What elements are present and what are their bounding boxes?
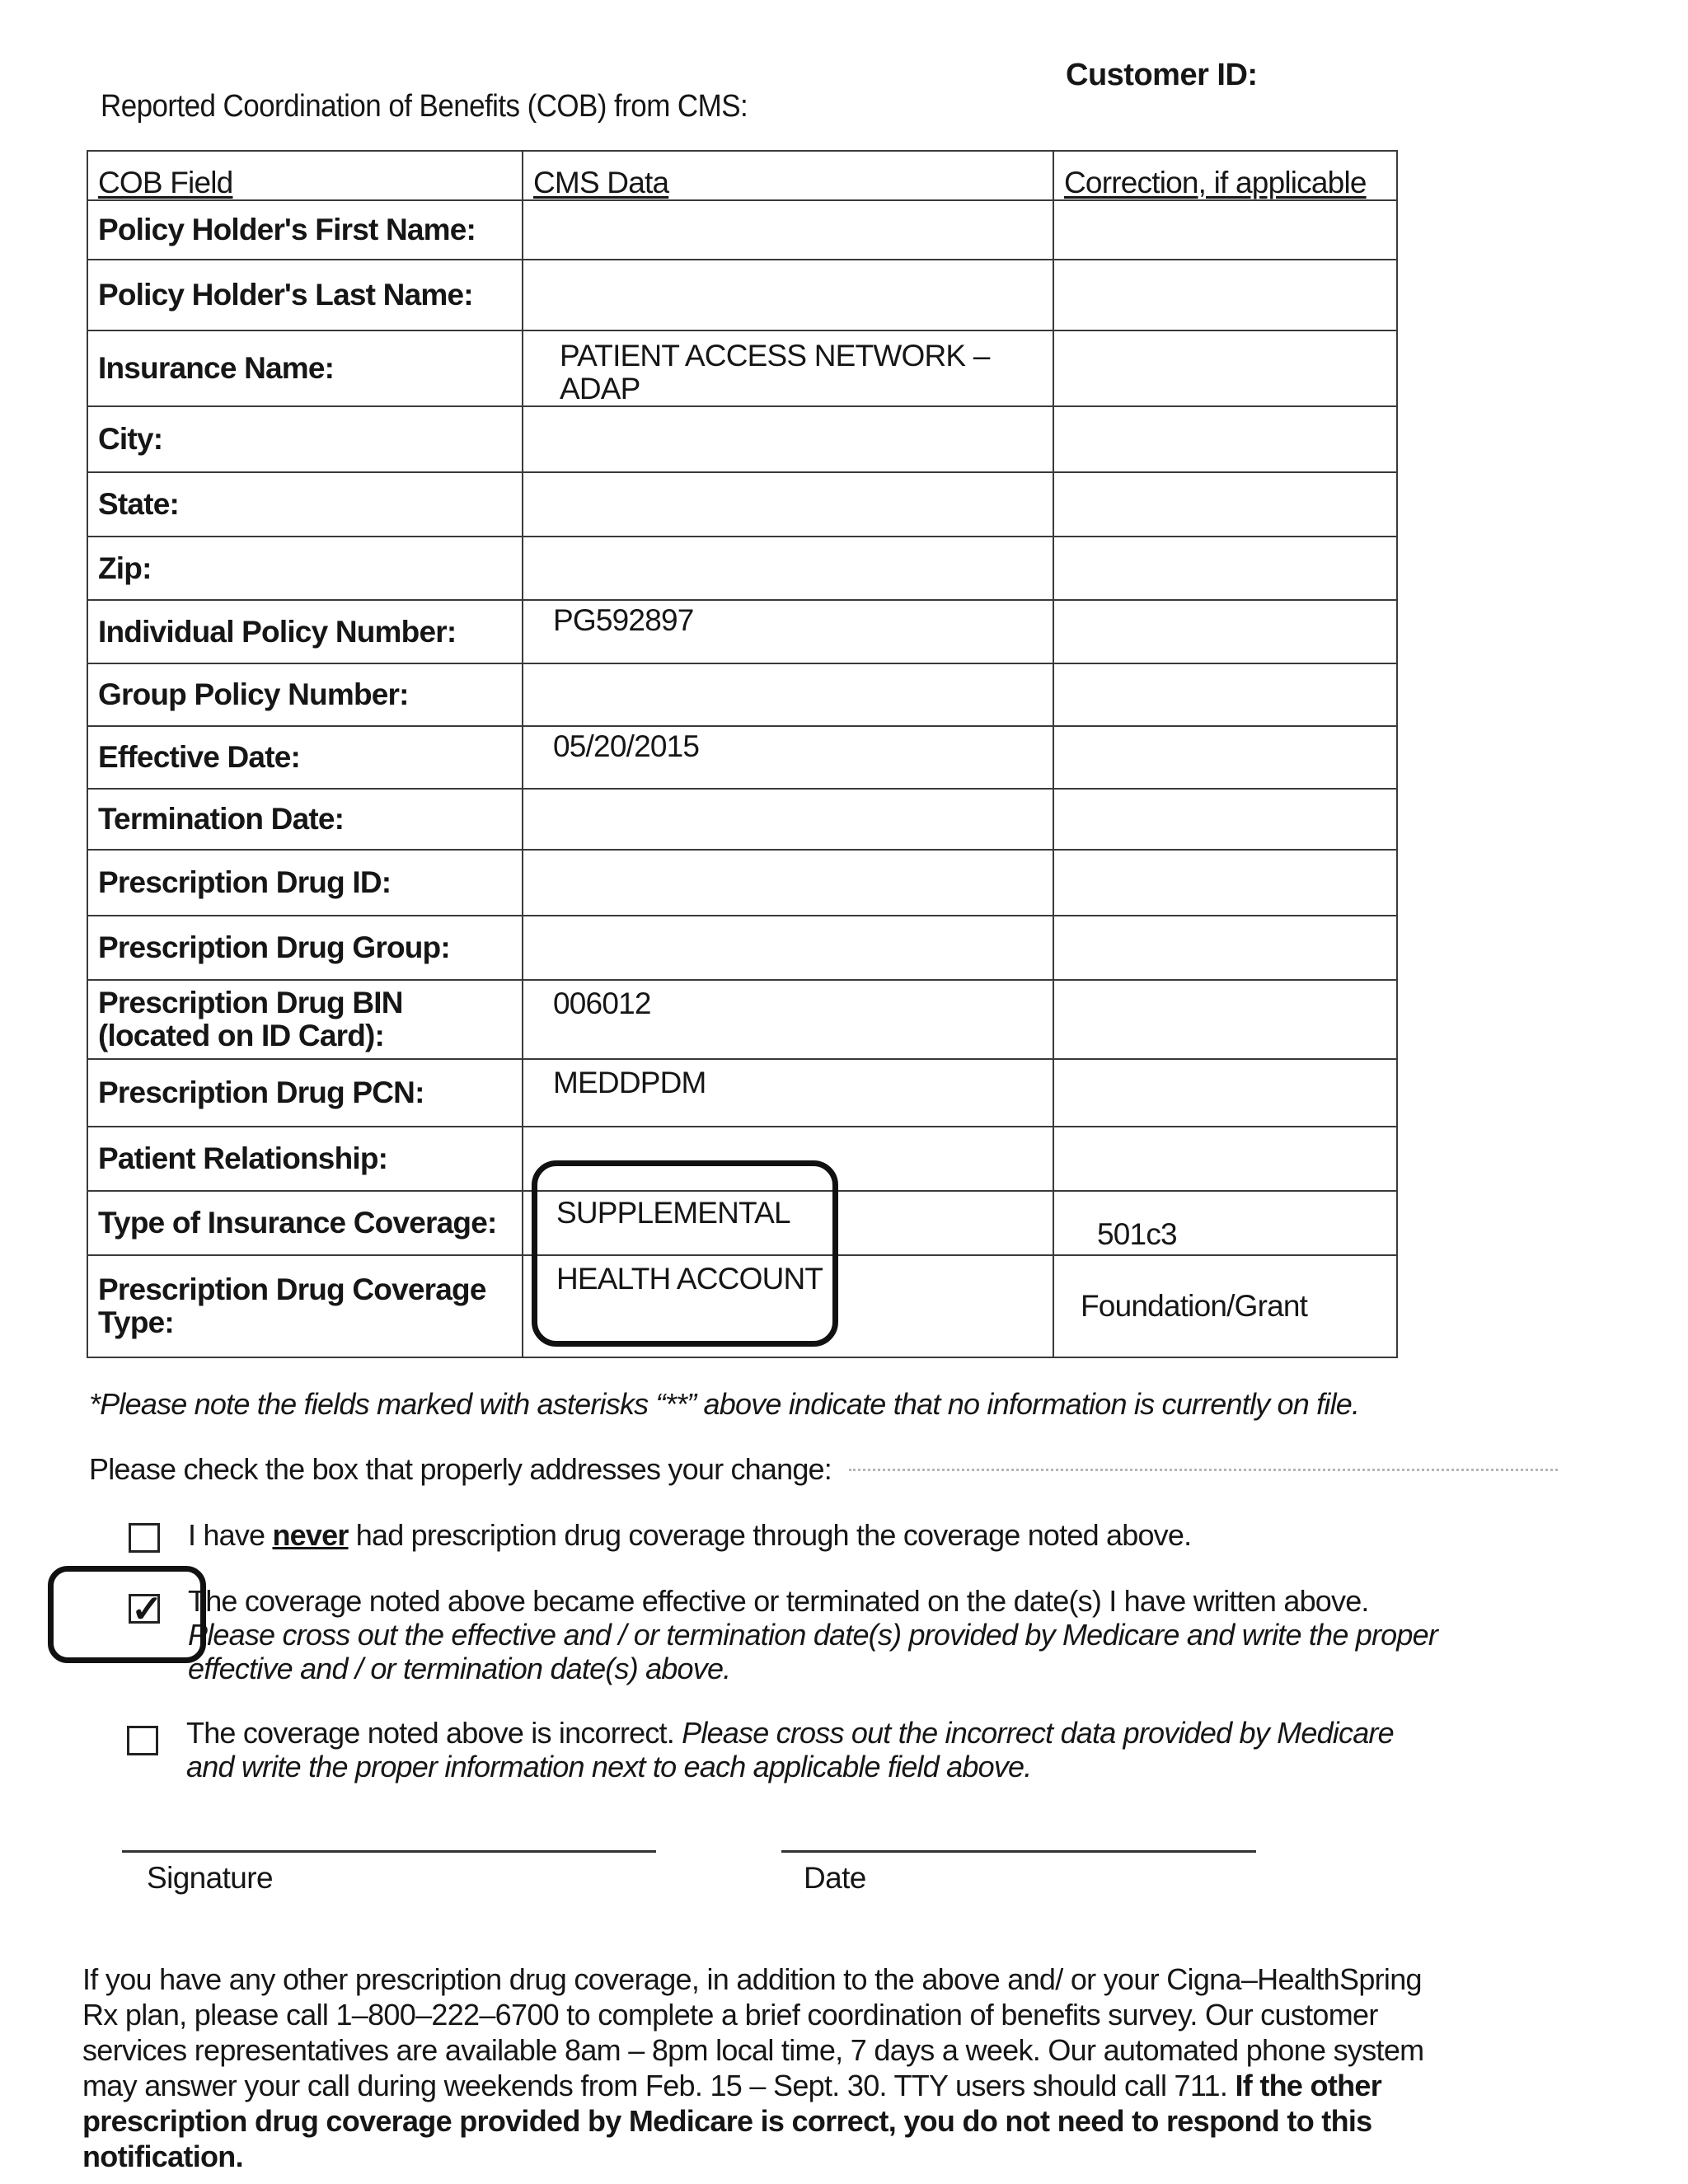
cms-value: 05/20/2015 xyxy=(523,726,1053,789)
table-row xyxy=(87,406,1397,472)
field-label: City: xyxy=(87,406,523,472)
field-label: Termination Date: xyxy=(87,789,523,850)
cms-value xyxy=(523,663,1053,726)
header-cms-data: CMS Data xyxy=(523,151,1053,200)
option-never-text: I have never had prescription drug coverage through the coverage noted above. xyxy=(188,1518,1192,1552)
field-label: Type of Insurance Coverage: xyxy=(87,1191,523,1255)
option-incorrect-checkbox[interactable] xyxy=(127,1726,158,1755)
table-header-row xyxy=(87,151,1397,200)
handdrawn-circle-checkbox xyxy=(48,1566,206,1663)
field-label: Prescription Drug Coverage Type: xyxy=(87,1255,523,1357)
correction-value xyxy=(1053,980,1397,1059)
correction-value xyxy=(1053,850,1397,916)
cms-value xyxy=(523,200,1053,260)
header-cob-field: COB Field xyxy=(87,151,523,200)
dotted-line xyxy=(849,1469,1558,1471)
correction-value xyxy=(1053,200,1397,260)
correction-value: 501c3 xyxy=(1053,1191,1397,1255)
table-row xyxy=(87,600,1397,663)
option-dates-text: The coverage noted above became effective or terminated on the date(s) I have written above. Please cross out the effective and / or termination date(s) provided by Medicare and write the proper effective and / or termination date(s) above. xyxy=(188,1584,1438,1685)
correction-value xyxy=(1053,726,1397,789)
table-row xyxy=(87,200,1397,260)
handdrawn-circle-cms-data xyxy=(532,1160,838,1347)
field-label: Effective Date: xyxy=(87,726,523,789)
table-row xyxy=(87,472,1397,537)
cms-value xyxy=(523,472,1053,537)
cms-value xyxy=(523,406,1053,472)
signature-label: Signature xyxy=(147,1861,273,1895)
table-row xyxy=(87,850,1397,916)
table-row xyxy=(87,537,1397,600)
correction-value xyxy=(1053,1127,1397,1191)
table-row xyxy=(87,330,1397,406)
field-label: Prescription Drug BIN (located on ID Card): xyxy=(87,980,523,1059)
cms-value xyxy=(523,260,1053,330)
signature-line xyxy=(122,1850,656,1853)
field-label: Zip: xyxy=(87,537,523,600)
table-row xyxy=(87,916,1397,980)
cms-value: HEALTH ACCOUNT xyxy=(523,1255,1053,1357)
field-label: Policy Holder's First Name: xyxy=(87,200,523,260)
table-row xyxy=(87,789,1397,850)
field-label: Prescription Drug Group: xyxy=(87,916,523,980)
cob-heading: Reported Coordination of Benefits (COB) from CMS: xyxy=(101,89,748,124)
field-label: Individual Policy Number: xyxy=(87,600,523,663)
correction-value: Foundation/Grant xyxy=(1053,1255,1397,1357)
cms-value: 006012 xyxy=(523,980,1053,1059)
date-label: Date xyxy=(804,1861,866,1895)
cms-value xyxy=(523,850,1053,916)
correction-value xyxy=(1053,1059,1397,1127)
correction-value xyxy=(1053,472,1397,537)
cms-value xyxy=(523,916,1053,980)
correction-value xyxy=(1053,260,1397,330)
table-row xyxy=(87,663,1397,726)
correction-value xyxy=(1053,916,1397,980)
field-label: Insurance Name: xyxy=(87,330,523,406)
correction-value xyxy=(1053,537,1397,600)
field-label: Patient Relationship: xyxy=(87,1127,523,1191)
field-label: Group Policy Number: xyxy=(87,663,523,726)
customer-id-label: Customer ID: xyxy=(1066,58,1258,92)
date-line xyxy=(781,1850,1256,1853)
cms-value xyxy=(523,537,1053,600)
field-label: Prescription Drug ID: xyxy=(87,850,523,916)
asterisk-note: *Please note the fields marked with asterisks “**” above indicate that no information is currently on file. xyxy=(89,1387,1360,1421)
cms-value: SUPPLEMENTAL xyxy=(523,1191,1053,1255)
cms-value: MEDDPDM xyxy=(523,1059,1053,1127)
table-row xyxy=(87,260,1397,330)
table-row xyxy=(87,1059,1397,1127)
correction-value xyxy=(1053,406,1397,472)
check-box-instruction: Please check the box that properly addresses your change: xyxy=(89,1452,832,1486)
header-correction: Correction, if applicable xyxy=(1053,151,1397,200)
option-dates-checkbox[interactable]: ✓ xyxy=(129,1594,160,1624)
cms-value: PG592897 xyxy=(523,600,1053,663)
table-row xyxy=(87,726,1397,789)
option-never-checkbox[interactable] xyxy=(129,1523,160,1553)
footer-paragraph: If you have any other prescription drug coverage, in addition to the above and/ or your Cigna–HealthSpring Rx plan, please call 1–800–222–6700 to complete a brief coordination of benefits survey. Our customer services representatives are available 8am – 8pm local time, 7 days a week. Our automated phone system may answer your call during weekends from Feb. 15 – Sept. 30. TTY users should call 711. If the other prescription drug coverage provided by Medicare is correct, you do not need to respond to this notification. xyxy=(82,1962,1424,2173)
correction-value xyxy=(1053,663,1397,726)
cms-value: PATIENT ACCESS NETWORK – ADAP xyxy=(523,330,1053,406)
option-incorrect-text: The coverage noted above is incorrect. Please cross out the incorrect data provided by Medicare and write the proper information next to each applicable field above. xyxy=(186,1716,1394,1783)
field-label: Prescription Drug PCN: xyxy=(87,1059,523,1127)
table-row xyxy=(87,980,1397,1059)
field-label: State: xyxy=(87,472,523,537)
correction-value xyxy=(1053,600,1397,663)
correction-value xyxy=(1053,789,1397,850)
field-label: Policy Holder's Last Name: xyxy=(87,260,523,330)
cms-value xyxy=(523,789,1053,850)
correction-value xyxy=(1053,330,1397,406)
